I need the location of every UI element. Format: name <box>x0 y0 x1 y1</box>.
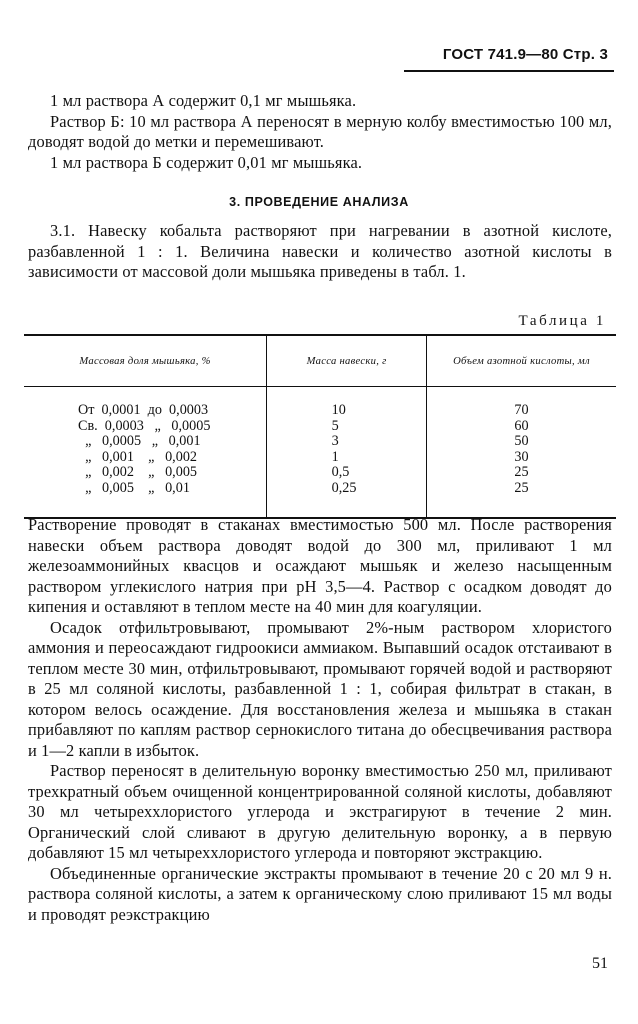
table-cell-volume: 60 <box>427 419 616 435</box>
mass-text: 1 <box>331 448 339 465</box>
table-cell-mass <box>267 419 427 435</box>
table-cell-range <box>24 465 267 481</box>
range-text: „ 0,002 „ 0,005 <box>78 464 198 481</box>
table-row <box>24 481 616 518</box>
table-1 <box>24 334 616 519</box>
table-row <box>24 434 616 450</box>
table-cell-range <box>24 387 267 419</box>
table-cell-range <box>24 434 267 450</box>
mass-text: 0,5 <box>331 464 350 481</box>
intro-paragraph-2: Раствор Б: 10 мл раствора А переносят в мерную колбу вместимостью 100 мл, доводят водой до метки и перемешивают. <box>28 111 612 151</box>
intro-text <box>28 91 612 173</box>
procedure-paragraph-3: Раствор переносят в делительную воронку вместимостью 250 мл, приливают трехкратный объем очищенной концентрированной соляной кислоты, добавляют 30 мл четыреххлористого углерода и экстрагируют в течение 2 мин. Органический слой сливают в другую делительную воронку, а в первую добавляют 15 мл четыреххлористого углерода и повторяют экстракцию. <box>28 761 612 862</box>
section-paragraph-1: 3.1. Навеску кобальта растворяют при нагревании в азотной кислоте, разбавленной 1 : 1. Величина навески и количество азотной кислоты в зависимости от массовой доли мышьяка приведены в табл. 1. <box>28 221 612 281</box>
table-cell-mass <box>267 465 427 481</box>
mass-text: 5 <box>331 417 339 434</box>
table-row <box>24 465 616 481</box>
table-header-mass-fraction: Массовая доля мышьяка, % <box>24 335 267 387</box>
procedure-paragraph-1: Растворение проводят в стаканах вместимостью 500 мл. После растворения навески объем раствора доводят водой до 300 мл, приливают 1 мл железоаммонийных квасцов и осаждают мышьяк и железо насыщенным раствором углекислого натрия при pH 3,5—4. Раствор с осадком доводят до кипения и оставляют в теплом месте на 40 мин для коагуляции. <box>28 515 612 616</box>
table-cell-range <box>24 481 267 518</box>
mass-text: 10 <box>331 402 346 418</box>
table-cell-mass <box>267 481 427 518</box>
table-cell-volume: 70 <box>427 387 616 419</box>
table-cell-range <box>24 419 267 435</box>
mass-text: 3 <box>331 433 339 450</box>
intro-paragraph-3: 1 мл раствора Б содержит 0,01 мг мышьяка. <box>50 152 363 172</box>
table-cell-volume: 50 <box>427 434 616 450</box>
intro-paragraph-1: 1 мл раствора А содержит 0,1 мг мышьяка. <box>50 91 357 110</box>
section-intro-text <box>28 221 612 283</box>
table-header-row <box>24 335 616 387</box>
running-header: ГОСТ 741.9—80 Стр. 3 <box>442 46 608 63</box>
table-cell-mass <box>267 450 427 466</box>
table-cell-mass <box>267 387 427 419</box>
table-header-sample-mass: Масса навески, г <box>267 335 427 387</box>
range-text: Св. 0,0003 „ 0,0005 <box>78 417 211 434</box>
mass-text: 0,25 <box>331 479 357 496</box>
section-title: 3. ПРОВЕДЕНИЕ АНАЛИЗА <box>229 195 409 209</box>
range-text: „ 0,001 „ 0,002 <box>78 448 198 465</box>
table-row <box>24 450 616 466</box>
table-header-acid-volume: Объем азотной кислоты, мл <box>427 335 616 387</box>
range-text: „ 0,0005 „ 0,001 <box>78 433 201 450</box>
table-caption: Таблица 1 <box>518 313 606 329</box>
data-table <box>24 334 616 519</box>
procedure-paragraph-2: Осадок отфильтровывают, промывают 2%-ным раствором хлористого аммония и переосаждают гидроокиси аммиаком. Выпавший осадок отстаивают в теплом месте 30 мин, отфильтровывают, промывают горячей водой и растворяют в 25 мл соляной кислоты, разбавленной 1 : 1, собирая фильтрат в стакан, в котором велось осаждение. Для восстановления железа и мышьяка в стакан прибавляют по каплям раствор сернокислого титана до обесцвечивания раствора и 1—2 капли в избыток. <box>28 617 612 760</box>
page-number: 51 <box>592 955 608 972</box>
range-text: От 0,0001 до 0,0003 <box>78 402 209 418</box>
procedure-text <box>28 515 612 925</box>
table-cell-volume: 25 <box>427 481 616 518</box>
range-text: „ 0,005 „ 0,01 <box>78 479 190 496</box>
table-cell-volume: 30 <box>427 450 616 466</box>
table-row <box>24 387 616 419</box>
table-row <box>24 419 616 435</box>
header-rule <box>404 70 614 72</box>
procedure-paragraph-4: Объединенные органические экстракты промывают в течение 20 с 20 мл 9 н. раствора соляной кислоты, а затем к органическому слою приливают 15 мл воды и проводят реэкстракцию <box>28 863 612 924</box>
table-cell-range <box>24 450 267 466</box>
table-cell-volume: 25 <box>427 465 616 481</box>
table-cell-mass <box>267 434 427 450</box>
